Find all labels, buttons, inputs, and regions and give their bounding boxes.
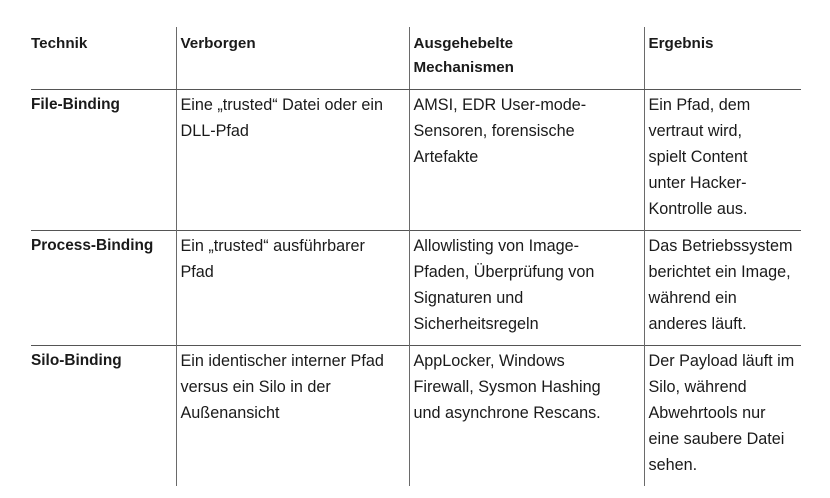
cell-verborgen <box>176 231 409 346</box>
cell-verborgen <box>176 90 409 231</box>
table-row <box>31 90 801 231</box>
header-mechanismen <box>409 27 644 90</box>
cell-ergebnis-text: Ein Pfad, dem vertraut wird, spielt Content unter Hacker-Kontrolle aus. <box>648 96 751 218</box>
cell-technik: Process-Binding <box>31 231 176 346</box>
comparison-table-container <box>31 27 801 486</box>
header-technik: Technik <box>31 27 176 90</box>
comparison-table <box>31 27 801 486</box>
table-header <box>31 27 801 90</box>
cell-mechanismen <box>409 90 644 231</box>
table-row <box>31 346 801 487</box>
header-row <box>31 27 801 90</box>
cell-mechanismen-text: AMSI, EDR User-mode-Sensoren, forensische Artefakte <box>413 96 587 166</box>
cell-technik: File-Binding <box>31 90 176 231</box>
header-mechanismen-label: Ausgehebelte Mechanismen <box>413 35 514 76</box>
cell-verborgen-text: Ein identischer interner Pfad versus ein Silo in der Außenansicht <box>180 352 384 422</box>
table-body <box>31 90 801 487</box>
cell-ergebnis-text: Das Betriebssystem berichtet ein Image, während ein anderes läuft. <box>648 237 793 333</box>
header-verborgen: Verborgen <box>176 27 409 90</box>
cell-mechanismen <box>409 346 644 487</box>
header-ergebnis: Ergebnis <box>644 27 801 90</box>
cell-mechanismen <box>409 231 644 346</box>
cell-verborgen <box>176 346 409 487</box>
cell-ergebnis <box>644 231 801 346</box>
cell-verborgen-text: Eine „trusted“ Datei oder ein DLL-Pfad <box>180 96 383 140</box>
cell-ergebnis <box>644 90 801 231</box>
cell-mechanismen-text: AppLocker, Windows Firewall, Sysmon Hashing und asynchrone Rescans. <box>413 352 601 422</box>
cell-verborgen-text: Ein „trusted“ ausführbarer Pfad <box>180 237 365 281</box>
cell-mechanismen-text: Allowlisting von Image-Pfaden, Überprüfung von Signaturen und Sicherheitsregeln <box>413 237 595 333</box>
cell-ergebnis-text: Der Payload läuft im Silo, während Abwehrtools nur eine saubere Datei sehen. <box>648 352 795 474</box>
cell-technik: Silo-Binding <box>31 346 176 487</box>
table-row <box>31 231 801 346</box>
cell-ergebnis <box>644 346 801 487</box>
